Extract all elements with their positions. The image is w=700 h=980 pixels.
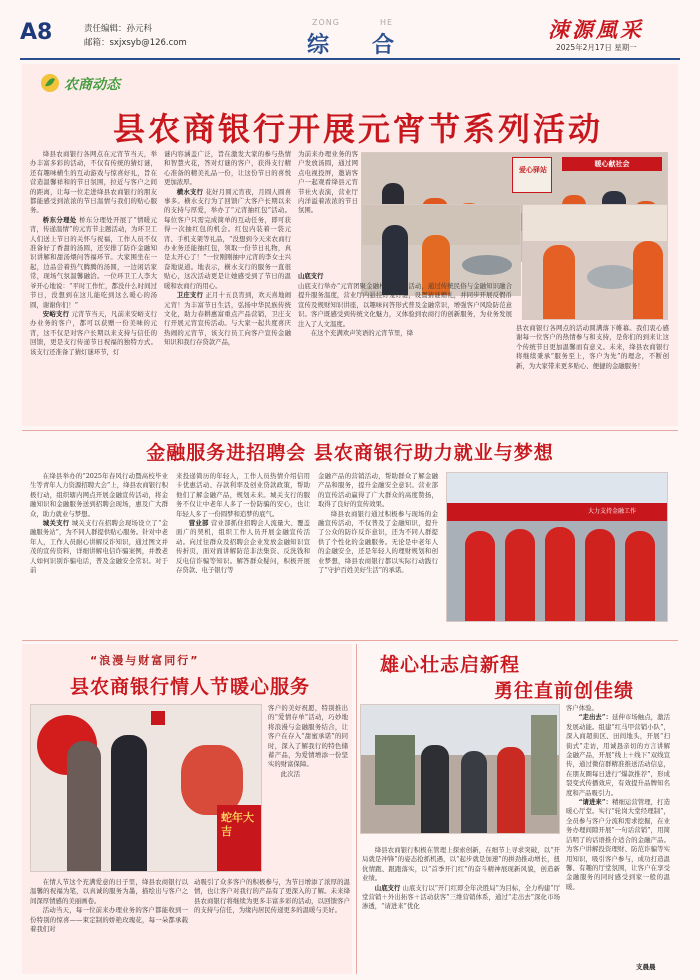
article4-title-line1: 雄心壮志启新程 [380,654,521,676]
article1-col4: 县农商银行各网点的活动圆满落下帷幕。我们衷心感谢每一位客户的热情参与和支持，是你们的到来让这个传统节日更加温馨而有意义。未来，绛县农商银行将继续秉承“服务至上，客户为先”的理念，不断创新，为大家带来更多贴心、便捷的金融服务！ [516,324,669,370]
section-char-left: 综 [307,32,330,58]
article3-right-col: 客户的美好祝愿，特别推出的“爱情存单”活动，巧妙地将浪漫与金融服务结合，让客户在存入“甜蜜承诺”的同时，深入了解我行的特色储蓄产品，为爱情增添一份坚实的财富保障。 此次活 [268,704,348,778]
section-pinyin-left: ZONG [312,18,340,27]
column-divider [356,644,357,974]
photo3-text: 蛇年大吉 [221,811,254,838]
article2-photo [446,472,668,622]
article4-author: 支晨晨 [636,963,656,971]
article4-right-col: 客户体验。 “走出去”：延伸市场触点，激活发展动能。组建“红马甲营销小队”，深入商超街区、田间地头，开展“扫街式”走访，用诚恳亲切的方言讲解金融产品，开展“线上＋线下”双线宣传，通过微信群精准推送活动信息，在朋友圈每日进行“爆款推荐”，形成裂变式传播效应，有效提升品牌知名度和产品吸引力。 “请进来”：精细运营管理，打造暖心厅堂。实行“轮岗大堂经理制”，全员参与客户分流和需求挖掘，在业务办理间隙开展“一句话营销”，用简洁明了的话语推介适合的金融产品。为客户讲解投资理财、防范诈骗等实用知识，吸引客户参与，成功打造温馨、有趣的厅堂氛围，让客户在享受金融服务的同时感受到家一般的温暖。 [566,704,670,891]
article2-col3: 金融产品的营销活动，帮助群众了解金融产品和服务，提升金融安全意识。营业部的宣传活动赢得了广大群众的高度赞扬，取得了良好的宣传效果。 绛县农商银行通过积极参与现场的金融宣传活动，不仅普及了金融知识，提升了公众的防诈反诈意识，还为不同人群提供了个性化的金融服务。无论是中老年人的金融安全，还是年轻人的理财规划和创业梦想，绛县农商银行都以实际行动践行了“守护百姓美好生活”的承诺。 [318,472,438,575]
article1-col3-cont: 山底支行举办“元宵团聚金融相伴”主题活动，通过传统民俗与金融知识融合提升服务温度，营业厅内悬挂灯笼灯谜，设置猜谜赠礼，并同步开展反假币宣传及规财知识讲座，以趣味问答形式普及金融常识，增强客户风险防范意识。客户既感受到传统文化魅力，又体验到农商行的创新服务，为业务发展注入了人文温度。 在这个充满欢声笑语的元宵节里，绛 [298,282,512,338]
email-label: 邮箱：sxjxsyb@126.com [84,38,187,48]
article1-title: 县农商银行开展元宵节系列活动 [112,110,603,148]
page-header [0,0,700,58]
article1-col3-lower: 山底支行 [298,272,324,280]
article1-photo-right [522,204,668,320]
article2-title: 金融服务进招聘会 县农商银行助力就业与梦想 [146,442,554,464]
badge-text: 农商动态 [64,77,120,93]
photo-sign-text: 爱心驿站 [519,165,547,174]
leaf-icon [40,73,60,93]
paper-name: 涑源風采 [548,17,644,42]
editor-label: 责任编辑：孙元科 [84,24,153,34]
photo-banner-text: 暖心献社会 [594,159,630,168]
section-pinyin-right: HE [380,18,394,27]
photo2-banner-text: 大力支持金融工作 [587,508,636,515]
article1-col3: 为前来办理业务的客户发放汤圆，通过网点电视投屏，邀请客户一起观看绛县元宵节社火表演，营业厅内洋溢着浓浓的节日氛围。 [298,150,358,215]
page-number: A8 [20,20,53,45]
article3-bottom-col1: 在情人节这个充满爱意的日子里，绛县农商银行以温馨的祝福为笔，以真诚的服务为墨，描绘出与客户之间深厚情感的美丽画卷。 活动当天，每一位前来办理业务的客户都能收到一份特别的惊喜——束定制的娇艳玫瑰花，每一朵都承载着我们对 [30,878,188,934]
article2-rule [22,430,678,431]
article2-col1: 在绛县举办的“2025年春风行动暨高校毕业生等青年人力资源招聘大会”上，绛县农商银行积极行动，组织辖内网点开展金融宣传活动，将金融知识和金融服务送到招聘会现场，惠及广大群众，助力就业与梦想。 城关支行 城关支行在招聘会现场设立了“金融服务站”，为不同人群提供贴心服务。针对中老年人，工作人员耐心讲解反诈知识，通过图文并茂的宣传资料，详细讲解电信诈骗案例，并教老人如何识别诈骗电话，普及金融安全常识。对于前 [30,472,168,575]
article3-rule [22,640,678,641]
section-badge [40,72,170,94]
article3-title: 县农商银行情人节暖心服务 [69,676,310,698]
article3-kicker: “浪漫与财富同行” [90,654,200,667]
article1-col2: 谜内容涵盖广泛，旨在激发大家的参与热情和智慧火花，答对灯谜的客户，获得支行精心准备的精美礼品一份，让这份节日的喜悦更加浓厚。 横水支行 花好月圆元宵夜，月圆人圆喜事多。横水支行为了回馈广大客户长期以来的支持与厚爱，举办了“元宵抽红包”活动。每位客户只需完成简单的互动任务，即可获得一次抽红包的机会。红包内装着一袋元宵、手机支架等礼品，“没想到今天来农商行办业务还能抽红包，领取一份节日礼物，真是太开心了！”一位刚刚抽中元宵的李女士兴奋地说道。地表示，横水支行的服务一直很贴心，这次活动更是让她感受到了节日的温暖和农商行的用心。 卫庄支行 正月十五良宵到，欢天喜地闹元宵！为丰富节日生活，弘扬中华民族传统文化，助力春耕惠富重点产品营销，卫庄支行开展元宵宣传活动。与大家一起共度喜庆热闹的元宵节，该支行员工向客户宣传金融知识和我行存贷款产品， [164,150,291,347]
header-rule [20,58,680,60]
article4-bottom-col: 绛县农商银行积极在管理上探索创新，在细节上寻求突破，以“开局就是冲锋”的姿态抢抓机遇，以“起步就是加速”的拼劲推动增长，扭伉情跑、跟跑落实，以“首季开门红”的奋斗精神展现新风貌，创造新业绩。 山底支行 山底支行以“开门红即全年决胜局”为目标，全力构建“厅堂营销＋外出拓客＋活动获客”三维营销体系，通过“走出去”深化市场渗透，“请进来”优化 [362,846,560,911]
issue-date: 2025年2月17日 星期一 [556,43,637,52]
article2-col2: 来投递简历的年轻人，工作人员热情介绍信用卡优惠活动、存款利率及创业贷款政策，帮助他们了解金融产品，规划未来。城关支行的服务不仅让中老年人多了一份防骗的安心，也让年轻人多了一份圆梦和追梦的底气。 营业部 营业部抓住招聘会人流量大、覆盖面广的契机，组织工作人员开展金融宣传活动。向过往群众及招聘会企业发放金融知识宣传折页，面对面讲解防范非法集资、反洗钱和反电信诈骗等知识。解答群众疑问，积极开展存贷款、电子银行等 [176,472,310,575]
article3-bottom-col2: 动吸引了众多客户的积极参与，为节日增添了浓厚的温情，也让客户对我行的产品有了更深入的了解。未来绛县农商银行将继续为更多丰富多彩的活动，以回馈客户的支持与信任，为缘内居民传递更多的温暖与美好。 [194,878,350,915]
article1-col1: 绛县农商银行各网点在元宵节当天，举办丰富多彩的活动，不仅有传统的猜灯谜，还有趣味横生的互动游戏与惊喜好礼，旨在营造温馨祥和的节日氛围，拉近与客户之间的距离，让每一位走进绛县农商银行的朋友都能感受到浓浓的节日温情与我们的贴心服务。 桥东分理处 桥东分理处开展了“情暖元宵，传递温情”的元宵节主题活动，为环卫工人们送上节日的关怀与祝福，工作人员不仅准备好了香甜的汤圆，还安排了防诈金融知识讲解和甜汤煨问答福环节。大家围坐在一起，边品尝着热气腾腾的汤圆，一边闲话家常，现场气氛温馨融洽。一位环卫工人李大爷开心地说：“平时工作忙，都没什么时间过节日，没想到在这儿能吃到这么暖心的汤圆，谢谢你们！” 安峪支行 元宵节当天，凡前来安峪支行办业务的客户，都可以获赠一份美味的元宵，这不仅是对客户长期以来支持与信任的回馈，更是支行传递节日祝福的独特方式。该支行还准备了猜灯谜环节，灯 [30,150,157,356]
article3-photo [30,704,262,872]
article4-photo [360,704,560,834]
section-char-right: 合 [372,32,395,58]
article4-title-line2: 勇往直前创佳绩 [494,680,635,702]
